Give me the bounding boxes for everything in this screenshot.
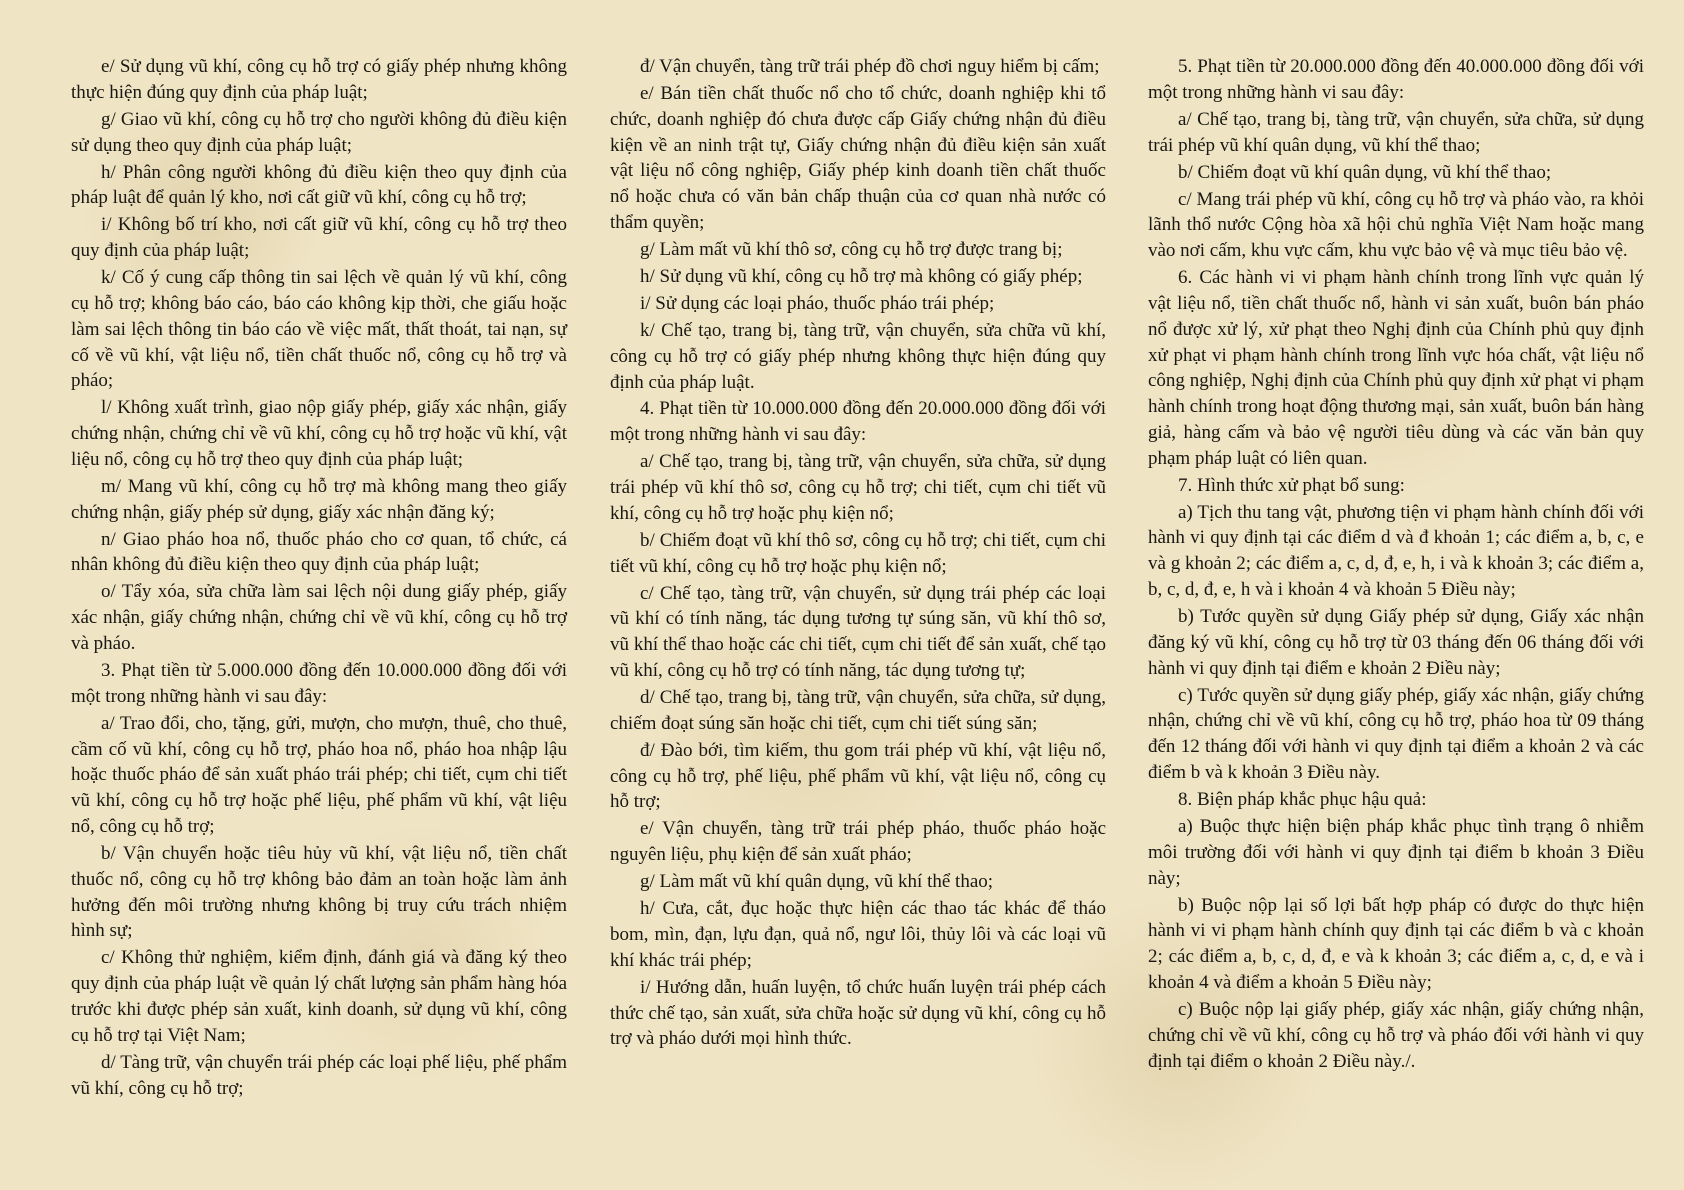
paragraph: e/ Bán tiền chất thuốc nổ cho tổ chức, doanh nghiệp khi tổ chức, doanh nghiệp đó chưa được cấp Giấy chứng nhận đủ điều kiện về an ninh trật tự, Giấy chứng nhận đủ điều kiện sản xuất vật liệu nổ công nghiệp, Giấy phép kinh doanh tiền chất thuốc nổ hoặc chưa có văn bản chấp thuận của cơ quan nhà nước có thẩm quyền; (610, 82, 1106, 233)
paragraph: c) Tước quyền sử dụng giấy phép, giấy xác nhận, giấy chứng nhận, chứng chỉ về vũ khí, công cụ hỗ trợ, pháo hoa từ 09 tháng đến 12 tháng đối với hành vi quy định tại điểm a khoản 2 và các điểm b và k khoản 3 Điều này. (1148, 684, 1644, 784)
paragraph: e/ Sử dụng vũ khí, công cụ hỗ trợ có giấy phép nhưng không thực hiện đúng quy định của pháp luật; (71, 56, 567, 103)
paragraph: c/ Chế tạo, tàng trữ, vận chuyển, sử dụng trái phép các loại vũ khí có tính năng, tác dụng tương tự súng săn, vũ khí thô sơ, vũ khí thể thao hoặc các chi tiết, cụm chi tiết để sản xuất, chế tạo vũ khí, công cụ hỗ trợ có tính năng, tác dụng tương tự; (610, 582, 1106, 682)
paragraph: đ/ Đào bới, tìm kiếm, thu gom trái phép vũ khí, vật liệu nổ, công cụ hỗ trợ, phế liệu, phế phẩm vũ khí, vật liệu nổ, công cụ hỗ trợ; (610, 739, 1106, 813)
paragraph: 3. Phạt tiền từ 5.000.000 đồng đến 10.000.000 đồng đối với một trong những hành vi sau đây: (71, 660, 567, 707)
paragraph: a) Buộc thực hiện biện pháp khắc phục tình trạng ô nhiễm môi trường đối với hành vi quy định tại điểm b khoản 3 Điều này; (1148, 815, 1644, 889)
paragraph: g/ Làm mất vũ khí thô sơ, công cụ hỗ trợ được trang bị; (640, 238, 1063, 260)
paragraph: a/ Chế tạo, trang bị, tàng trữ, vận chuyển, sửa chữa, sử dụng trái phép vũ khí quân dụng, vũ khí thể thao; (1148, 108, 1644, 156)
paragraph: o/ Tẩy xóa, sửa chữa làm sai lệch nội dung giấy phép, giấy xác nhận, giấy chứng nhận, chứng chỉ về vũ khí, công cụ hỗ trợ và pháo. (71, 581, 567, 655)
paragraph: h/ Cưa, cắt, đục hoặc thực hiện các thao tác khác để tháo bom, mìn, đạn, lựu đạn, quả nổ, ngư lôi, thủy lôi và các loại vũ khí khác trái phép; (610, 898, 1106, 971)
paragraph: a) Tịch thu tang vật, phương tiện vi phạm hành chính đối với hành vi quy định tại các điểm d và đ khoản 1; các điểm a, b, c, e và g khoản 2; các điểm a, c, d, đ, e, h, i và k khoản 3; các điểm a, b, c, d, đ, e, h và i khoản 4 và khoản 5 Điều này; (1148, 501, 1644, 601)
paragraph: g/ Làm mất vũ khí quân dụng, vũ khí thể thao; (640, 871, 994, 893)
paragraph: 6. Các hành vi vi phạm hành chính trong lĩnh vực quản lý vật liệu nổ, tiền chất thuốc nổ, hành vi sản xuất, buôn bán pháo nổ được xử lý, xử phạt theo Nghị định của Chính phủ quy định xử phạt vi phạm hành chính trong lĩnh vực hóa chất, vật liệu nổ công nghiệp, Nghị định của Chính phủ quy định xử phạt vi phạm hành chính trong hoạt động thương mại, sản xuất, buôn bán hàng giả, hàng cấm và bảo vệ người tiêu dùng và các văn bản quy phạm pháp luật có liên quan. (1148, 267, 1644, 469)
paragraph: m/ Mang vũ khí, công cụ hỗ trợ mà không mang theo giấy chứng nhận, giấy phép sử dụng, giấy xác nhận đăng ký; (71, 475, 567, 523)
paragraph: g/ Giao vũ khí, công cụ hỗ trợ cho người không đủ điều kiện sử dụng theo quy định của pháp luật; (71, 108, 567, 156)
paragraph: b/ Vận chuyển hoặc tiêu hủy vũ khí, vật liệu nổ, tiền chất thuốc nổ, công cụ hỗ trợ không bảo đảm an toàn hoặc làm ảnh hưởng đến môi trường nhưng không bị truy cứu trách nhiệm hình sự; (71, 842, 567, 942)
paragraph: b/ Chiếm đoạt vũ khí thô sơ, công cụ hỗ trợ; chi tiết, cụm chi tiết vũ khí, công cụ hỗ trợ hoặc phụ kiện nổ; (610, 529, 1106, 577)
paragraph: i/ Hướng dẫn, huấn luyện, tổ chức huấn luyện trái phép cách thức chế tạo, sản xuất, sửa chữa hoặc sử dụng vũ khí, công cụ hỗ trợ và pháo dưới mọi hình thức. (610, 976, 1106, 1050)
paragraph: c) Buộc nộp lại giấy phép, giấy xác nhận, giấy chứng nhận, chứng chỉ về vũ khí, công cụ hỗ trợ và pháo đối với hành vi quy định tại điểm o khoản 2 Điều này./. (1148, 998, 1644, 1072)
paragraph: k/ Cố ý cung cấp thông tin sai lệch về quản lý vũ khí, công cụ hỗ trợ; không báo cáo, báo cáo không kịp thời, che giấu hoặc làm sai lệch thông tin báo cáo về việc mất, thất thoát, tai nạn, sự cố về vũ khí, vật liệu nổ, tiền chất thuốc nổ, công cụ hỗ trợ và pháo; (71, 267, 567, 392)
paragraph: 8. Biện pháp khắc phục hậu quả: (1178, 789, 1427, 810)
paragraph: i/ Sử dụng các loại pháo, thuốc pháo trái phép; (640, 292, 995, 314)
paragraph: d/ Tàng trữ, vận chuyển trái phép các loại phế liệu, phế phẩm vũ khí, công cụ hỗ trợ; (71, 1051, 567, 1099)
paragraph: l/ Không xuất trình, giao nộp giấy phép, giấy xác nhận, giấy chứng nhận, chứng chỉ về vũ khí, công cụ hỗ trợ hoặc vũ khí, vật liệu nổ, công cụ hỗ trợ theo quy định của pháp luật; (71, 397, 567, 470)
paragraph: h/ Sử dụng vũ khí, công cụ hỗ trợ mà không có giấy phép; (640, 265, 1083, 287)
paragraph: 4. Phạt tiền từ 10.000.000 đồng đến 20.000.000 đồng đối với một trong những hành vi sau đây: (610, 398, 1106, 446)
text-column-right (1148, 54, 1644, 1076)
paragraph: e/ Vận chuyển, tàng trữ trái phép pháo, thuốc pháo hoặc nguyên liệu, phụ kiện để sản xuất pháo; (610, 818, 1106, 866)
paragraph: 5. Phạt tiền từ 20.000.000 đồng đến 40.000.000 đồng đối với một trong những hành vi sau đây: (1148, 56, 1644, 103)
paragraph: a/ Trao đổi, cho, tặng, gửi, mượn, cho mượn, thuê, cho thuê, cầm cố vũ khí, công cụ hỗ trợ, pháo hoa nổ, pháo hoa nhập lậu hoặc thuốc pháo để sản xuất pháo trái phép; chi tiết, cụm chi tiết vũ khí, công cụ hỗ trợ hoặc phế liệu, phế phẩm vũ khí, vật liệu nổ, công cụ hỗ trợ; (71, 712, 567, 837)
paragraph: b/ Chiếm đoạt vũ khí quân dụng, vũ khí thể thao; (1178, 161, 1552, 183)
text-column-middle (610, 54, 1106, 1053)
paragraph: c/ Không thử nghiệm, kiểm định, đánh giá và đăng ký theo quy định của pháp luật về quản lý chất lượng sản phẩm hàng hóa trước khi được phép sản xuất, kinh doanh, sử dụng vũ khí, công cụ hỗ trợ tại Việt Nam; (71, 947, 567, 1046)
paragraph: n/ Giao pháo hoa nổ, thuốc pháo cho cơ quan, tổ chức, cá nhân không đủ điều kiện theo quy định của pháp luật; (71, 528, 567, 576)
paragraph: b) Tước quyền sử dụng Giấy phép sử dụng, Giấy xác nhận đăng ký vũ khí, công cụ hỗ trợ từ 03 tháng đến 06 tháng đối với hành vi quy định tại điểm e khoản 2 Điều này; (1148, 606, 1644, 679)
paragraph: d/ Chế tạo, trang bị, tàng trữ, vận chuyển, sửa chữa, sử dụng, chiếm đoạt súng săn hoặc chi tiết, cụm chi tiết súng săn; (610, 687, 1106, 734)
paragraph: i/ Không bố trí kho, nơi cất giữ vũ khí, công cụ hỗ trợ theo quy định của pháp luật; (71, 214, 567, 262)
paragraph: k/ Chế tạo, trang bị, tàng trữ, vận chuyển, sửa chữa vũ khí, công cụ hỗ trợ có giấy phép nhưng không thực hiện đúng quy định của pháp luật. (610, 319, 1106, 393)
paragraph: a/ Chế tạo, trang bị, tàng trữ, vận chuyển, sửa chữa, sử dụng trái phép vũ khí thô sơ, công cụ hỗ trợ; chi tiết, cụm chi tiết vũ khí, công cụ hỗ trợ hoặc phụ kiện nổ; (610, 451, 1106, 524)
text-column-left (71, 54, 567, 1103)
paragraph: 7. Hình thức xử phạt bổ sung: (1178, 474, 1405, 496)
paragraph: đ/ Vận chuyển, tàng trữ trái phép đồ chơi nguy hiểm bị cấm; (640, 56, 1100, 77)
paragraph: c/ Mang trái phép vũ khí, công cụ hỗ trợ và pháo vào, ra khỏi lãnh thổ nước Cộng hòa xã hội chủ nghĩa Việt Nam hoặc mang vào nơi cấm, khu vực cấm, khu vực bảo vệ và mục tiêu bảo vệ. (1148, 188, 1644, 262)
paragraph: b) Buộc nộp lại số lợi bất hợp pháp có được do thực hiện hành vi vi phạm hành chính quy định tại các điểm b và c khoản 2; các điểm a, b, c, d, đ, e và k khoản 3; các điểm a, c, d, e và i khoản 4 và điểm a khoản 5 Điều này; (1148, 894, 1644, 993)
paragraph: h/ Phân công người không đủ điều kiện theo quy định của pháp luật để quản lý kho, nơi cất giữ vũ khí, công cụ hỗ trợ; (71, 161, 567, 209)
